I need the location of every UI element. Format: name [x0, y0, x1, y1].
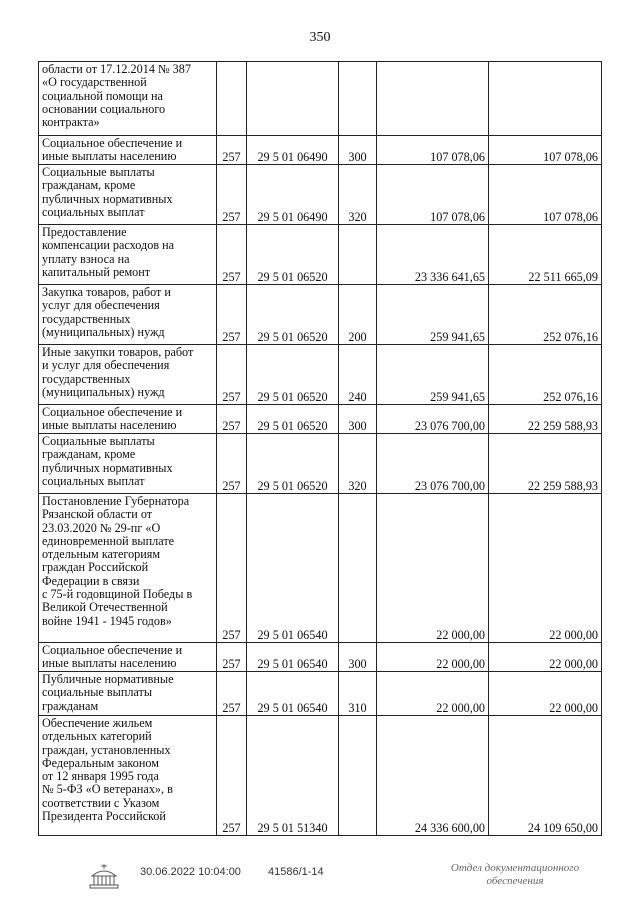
duma-emblem-icon [86, 862, 122, 892]
cell-ved: 257 [217, 285, 247, 345]
table-row [39, 716, 602, 836]
cell-sum-planned: 22 000,00 [377, 643, 489, 672]
table-row [39, 285, 602, 345]
cell-vr: 200 [339, 285, 377, 345]
cell-ved: 257 [217, 405, 247, 434]
cell-ved: 257 [217, 136, 247, 165]
cell-csr: 29 5 01 06520 [247, 345, 339, 405]
cell-csr: 29 5 01 06520 [247, 434, 339, 494]
cell-csr: 29 5 01 51340 [247, 716, 339, 836]
cell-csr: 29 5 01 06520 [247, 225, 339, 285]
table-row [39, 345, 602, 405]
cell-ved: 257 [217, 494, 247, 643]
cell-sum-executed: 252 076,16 [489, 345, 602, 405]
table-row [39, 165, 602, 225]
cell-sum-planned: 23 076 700,00 [377, 434, 489, 494]
cell-ved: 257 [217, 225, 247, 285]
cell-csr [247, 62, 339, 136]
cell-name: Постановление Губернатора Рязанской области от 23.03.2020 № 29-пг «О единовременной выплате отдельным категориям граждан Российской Федерации в связи с 75-й годовщиной Победы в Великой Отечественной войне 1941 - 1945 годов» [39, 494, 217, 643]
cell-sum-planned: 107 078,06 [377, 165, 489, 225]
cell-ved: 257 [217, 165, 247, 225]
table-row [39, 405, 602, 434]
cell-name: Социальные выплаты гражданам, кроме публичных нормативных социальных выплат [39, 165, 217, 225]
cell-vr: 310 [339, 672, 377, 716]
cell-name: Закупка товаров, работ и услуг для обеспечения государственных (муниципальных) нужд [39, 285, 217, 345]
cell-sum-executed: 22 259 588,93 [489, 434, 602, 494]
table-row [39, 136, 602, 165]
cell-sum-executed: 22 511 665,09 [489, 225, 602, 285]
cell-sum-executed: 22 000,00 [489, 494, 602, 643]
footer [0, 862, 640, 902]
cell-csr: 29 5 01 06490 [247, 136, 339, 165]
department-stamp: Отдел документационного обеспечения [450, 862, 580, 887]
cell-sum-planned: 24 336 600,00 [377, 716, 489, 836]
cell-name: Публичные нормативные социальные выплаты гражданам [39, 672, 217, 716]
cell-ved [217, 62, 247, 136]
cell-name: Социальные выплаты гражданам, кроме публичных нормативных социальных выплат [39, 434, 217, 494]
cell-name: Обеспечение жильем отдельных категорий граждан, установленных Федеральным законом от 12 января 1995 года № 5-ФЗ «О ветеранах», в соответствии с Указом Президента Российской [39, 716, 217, 836]
cell-sum-executed: 107 078,06 [489, 136, 602, 165]
cell-csr: 29 5 01 06520 [247, 285, 339, 345]
cell-sum-planned: 22 000,00 [377, 494, 489, 643]
cell-name: Социальное обеспечение и иные выплаты населению [39, 643, 217, 672]
table-row [39, 643, 602, 672]
cell-vr: 300 [339, 136, 377, 165]
cell-vr [339, 225, 377, 285]
cell-ved: 257 [217, 672, 247, 716]
cell-sum-planned: 107 078,06 [377, 136, 489, 165]
cell-vr: 300 [339, 643, 377, 672]
cell-vr [339, 494, 377, 643]
cell-csr: 29 5 01 06540 [247, 672, 339, 716]
cell-name: Социальное обеспечение и иные выплаты населению [39, 136, 217, 165]
cell-name: Социальное обеспечение и иные выплаты населению [39, 405, 217, 434]
cell-sum-executed: 22 000,00 [489, 643, 602, 672]
budget-table [38, 61, 602, 836]
cell-sum-executed: 24 109 650,00 [489, 716, 602, 836]
cell-name: Предоставление компенсации расходов на уплату взноса на капитальный ремонт [39, 225, 217, 285]
cell-sum-executed [489, 62, 602, 136]
cell-ved: 257 [217, 434, 247, 494]
cell-vr [339, 716, 377, 836]
cell-vr: 300 [339, 405, 377, 434]
cell-sum-executed: 252 076,16 [489, 285, 602, 345]
cell-csr: 29 5 01 06520 [247, 405, 339, 434]
cell-name: Иные закупки товаров, работ и услуг для обеспечения государственных (муниципальных) нужд [39, 345, 217, 405]
cell-csr: 29 5 01 06490 [247, 165, 339, 225]
cell-sum-planned: 22 000,00 [377, 672, 489, 716]
cell-sum-planned: 23 336 641,65 [377, 225, 489, 285]
table-row [39, 672, 602, 716]
cell-name: области от 17.12.2014 № 387 «О государственной социальной помощи на основании социального контракта» [39, 62, 217, 136]
cell-sum-executed: 22 259 588,93 [489, 405, 602, 434]
cell-ved: 257 [217, 345, 247, 405]
cell-sum-planned [377, 62, 489, 136]
cell-vr: 320 [339, 434, 377, 494]
registration-number: 41586/1-14 [268, 866, 324, 878]
cell-sum-executed: 107 078,06 [489, 165, 602, 225]
cell-csr: 29 5 01 06540 [247, 494, 339, 643]
cell-ved: 257 [217, 643, 247, 672]
cell-csr: 29 5 01 06540 [247, 643, 339, 672]
cell-vr: 240 [339, 345, 377, 405]
table-row [39, 494, 602, 643]
page-number: 350 [309, 30, 331, 45]
cell-sum-planned: 259 941,65 [377, 345, 489, 405]
cell-vr: 320 [339, 165, 377, 225]
cell-sum-executed: 22 000,00 [489, 672, 602, 716]
table-row [39, 434, 602, 494]
cell-vr [339, 62, 377, 136]
cell-ved: 257 [217, 716, 247, 836]
cell-sum-planned: 259 941,65 [377, 285, 489, 345]
cell-sum-planned: 23 076 700,00 [377, 405, 489, 434]
table-row [39, 225, 602, 285]
registration-timestamp: 30.06.2022 10:04:00 [140, 866, 241, 878]
table-row [39, 62, 602, 136]
